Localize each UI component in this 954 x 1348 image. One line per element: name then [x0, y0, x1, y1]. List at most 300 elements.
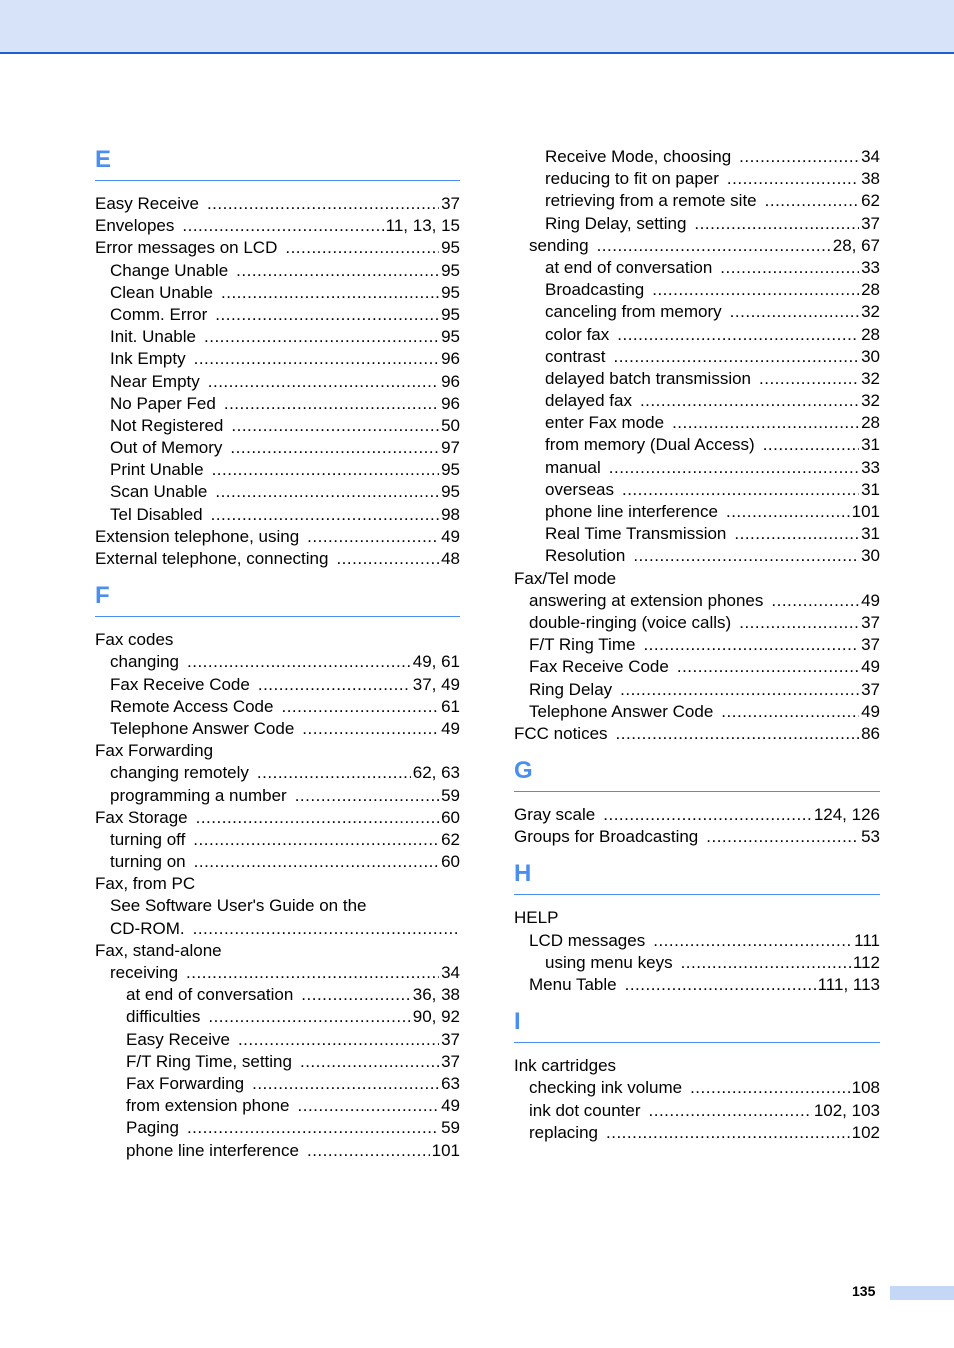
index-term: Fax Storage [95, 807, 188, 827]
index-page-refs: 28 [861, 280, 880, 300]
index-entry [95, 785, 460, 807]
dot-leader [617, 324, 859, 346]
index-term: at end of conversation [126, 985, 294, 1005]
index-term: F/T Ring Time [529, 635, 636, 655]
index-entry [95, 304, 460, 326]
dot-leader [231, 415, 439, 437]
index-entry [95, 740, 460, 762]
index-term: Fax codes [95, 630, 174, 650]
index-entry [514, 952, 880, 974]
dot-leader [759, 368, 859, 390]
index-entry [514, 545, 880, 567]
index-entry [95, 696, 460, 718]
dot-leader [204, 326, 439, 348]
index-term: checking ink volume [529, 1078, 683, 1098]
index-term: LCD messages [529, 930, 646, 950]
section-letter: G [514, 757, 533, 785]
index-term: sending [529, 235, 589, 255]
index-term: double-ringing (voice calls) [529, 612, 732, 632]
index-term: programming a number [110, 785, 287, 805]
index-term: Comm. Error [110, 304, 208, 324]
index-term: Tel Disabled [110, 504, 203, 524]
index-term: Change Unable [110, 260, 229, 280]
index-page-refs: 86 [861, 723, 880, 743]
dot-leader [186, 962, 439, 984]
index-page-refs: 108 [851, 1078, 880, 1098]
dot-leader [208, 1006, 410, 1028]
dot-leader [694, 213, 859, 235]
index-term: manual [545, 457, 601, 477]
index-page-refs: 49 [861, 701, 880, 721]
index-entry [514, 190, 880, 212]
index-page-refs: 37 [861, 679, 880, 699]
index-page-refs: 38 [861, 169, 880, 189]
index-term: Init. Unable [110, 327, 196, 347]
index-term: color fax [545, 324, 610, 344]
index-entry [95, 807, 460, 829]
index-entry [95, 437, 460, 459]
index-entry [514, 826, 880, 848]
index-page-refs: 34 [441, 963, 460, 982]
index-term: using menu keys [545, 952, 673, 972]
dot-leader [215, 304, 439, 326]
index-entry [514, 235, 880, 257]
index-entry [514, 701, 880, 723]
index-page-refs: 62 [861, 191, 880, 211]
index-page-refs: 98 [441, 504, 460, 524]
dot-leader [307, 526, 439, 548]
index-entry [95, 674, 460, 696]
dot-leader [622, 479, 859, 501]
section-header [514, 996, 880, 1055]
index-page-refs: 62 [441, 829, 460, 849]
index-term: Telephone Answer Code [110, 718, 295, 738]
index-entry [95, 260, 460, 282]
index-term: External telephone, connecting [95, 549, 329, 568]
index-entry [514, 301, 880, 323]
dot-leader [187, 651, 411, 673]
index-page-refs: 102 [851, 1122, 880, 1142]
index-page-refs: 49 [861, 590, 880, 610]
index-column-right [514, 146, 880, 1144]
index-page-refs: 32 [861, 368, 880, 388]
dot-leader [727, 168, 859, 190]
dot-leader [677, 656, 859, 678]
index-term: Print Unable [110, 460, 204, 480]
index-term: Gray scale [514, 805, 596, 825]
index-page-refs: 28 [861, 413, 880, 433]
index-term: Fax, from PC [95, 874, 196, 894]
index-entry [95, 215, 460, 237]
index-entry [95, 348, 460, 370]
index-page-refs: 111, 113 [817, 975, 880, 994]
section-header [95, 570, 460, 629]
dot-leader [236, 260, 439, 282]
dot-leader [771, 590, 859, 612]
index-page-refs: 61 [441, 696, 460, 716]
index-term: overseas [545, 479, 614, 499]
index-page-refs: 95 [441, 460, 460, 480]
dot-leader [653, 930, 852, 952]
index-term: difficulties [126, 1007, 201, 1027]
index-entry [514, 634, 880, 656]
index-page-refs: 49, 61 [412, 652, 460, 672]
index-term: F/T Ring Time, setting [126, 1051, 292, 1071]
index-page-refs: 37 [441, 1029, 460, 1049]
index-term: at end of conversation [545, 257, 713, 277]
index-term: Ink cartridges [514, 1056, 617, 1076]
section-header [514, 848, 880, 907]
index-entry [514, 412, 880, 434]
index-page-refs: 37 [441, 194, 460, 213]
index-page-refs: 48 [441, 549, 460, 568]
dot-leader [238, 1029, 439, 1051]
dot-leader [193, 918, 458, 940]
index-entry [514, 213, 880, 235]
index-entry [514, 1100, 880, 1122]
index-term: Resolution [545, 546, 626, 566]
index-term: enter Fax mode [545, 413, 665, 433]
index-page-refs: 30 [861, 346, 880, 366]
index-term: replacing [529, 1122, 598, 1142]
dot-leader [763, 434, 859, 456]
index-entry [95, 629, 460, 651]
index-term: from memory (Dual Access) [545, 435, 755, 455]
index-term: changing remotely [110, 763, 249, 783]
index-term: Fax Forwarding [95, 741, 214, 761]
index-entry [514, 1055, 880, 1077]
dot-leader [649, 1100, 812, 1122]
index-entry [514, 1122, 880, 1144]
index-page-refs: 37 [861, 213, 880, 233]
index-term: Remote Access Code [110, 696, 274, 716]
index-page-refs: 95 [441, 327, 460, 347]
index-entry [95, 371, 460, 393]
dot-leader [182, 215, 383, 237]
dot-leader [609, 457, 859, 479]
dot-leader [302, 718, 439, 740]
dot-leader [652, 279, 859, 301]
index-entry [514, 457, 880, 479]
index-term: canceling from memory [545, 302, 722, 322]
index-entry [95, 962, 460, 984]
index-page-refs: 31 [861, 524, 880, 544]
index-term: turning off [110, 829, 186, 849]
index-term: Near Empty [110, 371, 200, 391]
index-term: answering at extension phones [529, 590, 764, 610]
index-term: Groups for Broadcasting [514, 827, 699, 847]
section-letter: I [514, 1008, 521, 1036]
index-term: delayed batch transmission [545, 368, 752, 388]
index-term: Ink Empty [110, 349, 186, 369]
dot-leader [257, 762, 411, 784]
index-page-refs: 97 [441, 438, 460, 458]
index-term: See Software User's Guide on the [110, 896, 367, 916]
index-entry [514, 346, 880, 368]
index-page-refs: 101 [851, 502, 880, 521]
index-entry [514, 324, 880, 346]
index-term: Fax Forwarding [126, 1073, 245, 1093]
index-term: Fax Receive Code [529, 657, 669, 677]
index-term: Out of Memory [110, 438, 223, 458]
index-page-refs: 37, 49 [412, 674, 460, 694]
dot-leader [208, 371, 439, 393]
index-term: Extension telephone, using [95, 526, 300, 546]
index-term: changing [110, 652, 180, 672]
index-term: Menu Table [529, 975, 617, 994]
index-term: Ring Delay [529, 679, 613, 699]
index-term: from extension phone [126, 1096, 290, 1116]
index-entry [95, 873, 460, 895]
dot-leader [625, 974, 816, 996]
dot-leader [720, 257, 859, 279]
index-term: CD-ROM. [110, 918, 185, 938]
dot-leader [640, 390, 859, 412]
index-entry [95, 504, 460, 526]
index-term: Error messages on LCD [95, 238, 278, 258]
index-entry [95, 1095, 460, 1117]
section-letter: H [514, 860, 532, 888]
dot-leader [295, 785, 439, 807]
index-term: ink dot counter [529, 1100, 641, 1120]
index-page-refs: 28, 67 [832, 235, 880, 255]
index-term: delayed fax [545, 391, 632, 411]
index-entry [514, 523, 880, 545]
index-page-refs: 96 [441, 393, 460, 413]
index-page-refs: 49 [441, 718, 460, 738]
section-header [95, 146, 460, 193]
index-term: Telephone Answer Code [529, 701, 714, 721]
index-entry [95, 459, 460, 481]
index-term: Fax Receive Code [110, 674, 250, 694]
dot-leader [193, 829, 439, 851]
index-page-refs: 34 [861, 147, 880, 166]
index-entry [95, 193, 460, 215]
dot-leader [739, 146, 859, 168]
index-page-refs: 95 [441, 482, 460, 502]
index-entry [95, 526, 460, 548]
index-term: receiving [110, 963, 179, 982]
dot-leader [196, 807, 439, 829]
index-page-refs: 111 [854, 930, 880, 950]
dot-leader [301, 984, 410, 1006]
index-term: Receive Mode, choosing [545, 147, 732, 166]
dot-leader [194, 348, 439, 370]
index-entry [514, 679, 880, 701]
dot-leader [336, 548, 439, 570]
index-entry [514, 168, 880, 190]
section-letter: F [95, 582, 110, 610]
index-page-refs: 33 [861, 457, 880, 477]
index-entry [95, 1140, 460, 1162]
index-term: Paging [126, 1118, 179, 1138]
index-entry [514, 907, 880, 929]
index-term: Fax/Tel mode [514, 568, 617, 588]
page-number: 135 [852, 1283, 876, 1299]
dot-leader [258, 674, 411, 696]
dot-leader [739, 612, 859, 634]
index-page-refs: 49 [861, 657, 880, 677]
index-entry [95, 984, 460, 1006]
index-page-refs: 60 [441, 852, 460, 872]
index-page-refs: 101 [431, 1140, 460, 1160]
dot-leader [730, 301, 859, 323]
dot-leader [620, 679, 859, 701]
dot-leader [690, 1077, 850, 1099]
index-entry [95, 651, 460, 673]
index-entry [514, 434, 880, 456]
index-term: Envelopes [95, 216, 175, 236]
index-page-refs: 95 [441, 238, 460, 258]
index-page-refs: 31 [861, 435, 880, 455]
index-entry [95, 1073, 460, 1095]
index-entry [95, 326, 460, 348]
dot-leader [194, 851, 439, 873]
index-entry [95, 481, 460, 503]
index-entry [95, 1051, 460, 1073]
index-entry [514, 804, 880, 826]
index-page-refs: 96 [441, 349, 460, 369]
index-page-refs: 102, 103 [813, 1100, 880, 1120]
index-entry [95, 393, 460, 415]
dot-leader [726, 501, 850, 523]
index-entry [95, 940, 460, 962]
index-page-refs: 36, 38 [412, 985, 460, 1005]
index-entry [514, 612, 880, 634]
index-column-left [95, 146, 460, 1162]
index-entry [95, 895, 460, 917]
dot-leader [230, 437, 439, 459]
index-page-refs: 30 [861, 546, 880, 566]
dot-leader [212, 459, 440, 481]
dot-leader [307, 1140, 430, 1162]
index-entry [514, 501, 880, 523]
dot-leader [300, 1051, 439, 1073]
index-term: Ring Delay, setting [545, 213, 687, 233]
index-term: HELP [514, 908, 559, 928]
index-page-refs: 49 [441, 526, 460, 546]
index-page-refs: 31 [861, 479, 880, 499]
dot-leader [603, 804, 812, 826]
header-band [0, 0, 954, 54]
index-term: Easy Receive [95, 194, 199, 213]
index-entry [95, 548, 460, 570]
index-page-refs: 37 [861, 635, 880, 655]
dot-leader [224, 393, 439, 415]
dot-leader [734, 523, 859, 545]
dot-leader [285, 237, 439, 259]
index-entry [514, 723, 880, 745]
index-entry [514, 279, 880, 301]
index-term: Easy Receive [126, 1029, 230, 1049]
index-entry [95, 1029, 460, 1051]
dot-leader [215, 481, 439, 503]
index-page-refs: 59 [441, 785, 460, 805]
index-page-refs: 32 [861, 302, 880, 322]
index-page-refs: 96 [441, 371, 460, 391]
index-term: phone line interference [545, 502, 718, 521]
dot-leader [672, 412, 859, 434]
index-page-refs: 95 [441, 282, 460, 302]
index-entry [514, 930, 880, 952]
index-entry [514, 257, 880, 279]
index-term: FCC notices [514, 723, 608, 743]
index-page-refs: 62, 63 [412, 763, 460, 783]
index-page-refs: 11, 13, 15 [385, 216, 460, 236]
index-entry [95, 851, 460, 873]
dot-leader [221, 282, 439, 304]
index-entry [95, 237, 460, 259]
dot-leader [298, 1095, 440, 1117]
index-page-refs: 33 [861, 257, 880, 277]
index-page-refs: 53 [861, 827, 880, 847]
index-entry [514, 974, 880, 996]
index-entry [514, 1077, 880, 1099]
index-page-refs: 90, 92 [412, 1007, 460, 1027]
index-entry [95, 829, 460, 851]
index-page-refs: 60 [441, 807, 460, 827]
index-term: Not Registered [110, 415, 224, 435]
dot-leader [616, 723, 860, 745]
index-term: Fax, stand-alone [95, 940, 222, 960]
dot-leader [207, 193, 439, 215]
index-page-refs: 59 [441, 1118, 460, 1138]
page-tab-marker [890, 1286, 954, 1300]
dot-leader [706, 826, 859, 848]
index-entry [514, 590, 880, 612]
dot-leader [597, 235, 831, 257]
index-term: contrast [545, 346, 606, 366]
index-page-refs: 28 [861, 324, 880, 344]
dot-leader [633, 545, 859, 567]
index-term: Real Time Transmission [545, 524, 727, 544]
index-entry [95, 718, 460, 740]
index-entry [95, 282, 460, 304]
dot-leader [613, 346, 859, 368]
index-page-refs: 37 [861, 612, 880, 632]
dot-leader [252, 1073, 439, 1095]
index-entry [95, 1117, 460, 1139]
index-page-refs: 95 [441, 304, 460, 324]
index-page-refs: 37 [441, 1051, 460, 1071]
section-header [514, 745, 880, 804]
index-term: No Paper Fed [110, 393, 216, 413]
index-entry [95, 918, 460, 940]
dot-leader [721, 701, 859, 723]
index-entry [514, 479, 880, 501]
index-page-refs: 32 [861, 391, 880, 411]
index-term: retrieving from a remote site [545, 191, 757, 211]
index-page-refs: 50 [441, 415, 460, 435]
index-entry [95, 415, 460, 437]
index-entry [514, 568, 880, 590]
dot-leader [681, 952, 851, 974]
index-entry [514, 146, 880, 168]
index-entry [95, 1006, 460, 1028]
dot-leader [187, 1117, 439, 1139]
dot-leader [606, 1122, 850, 1144]
section-letter: E [95, 146, 112, 173]
index-page-refs: 112 [852, 952, 880, 972]
index-term: reducing to fit on paper [545, 169, 719, 189]
index-term: Scan Unable [110, 482, 208, 502]
index-entry [514, 368, 880, 390]
dot-leader [643, 634, 859, 656]
dot-leader [211, 504, 439, 526]
index-page-refs: 63 [441, 1073, 460, 1093]
index-term: phone line interference [126, 1140, 299, 1160]
index-entry [514, 390, 880, 412]
